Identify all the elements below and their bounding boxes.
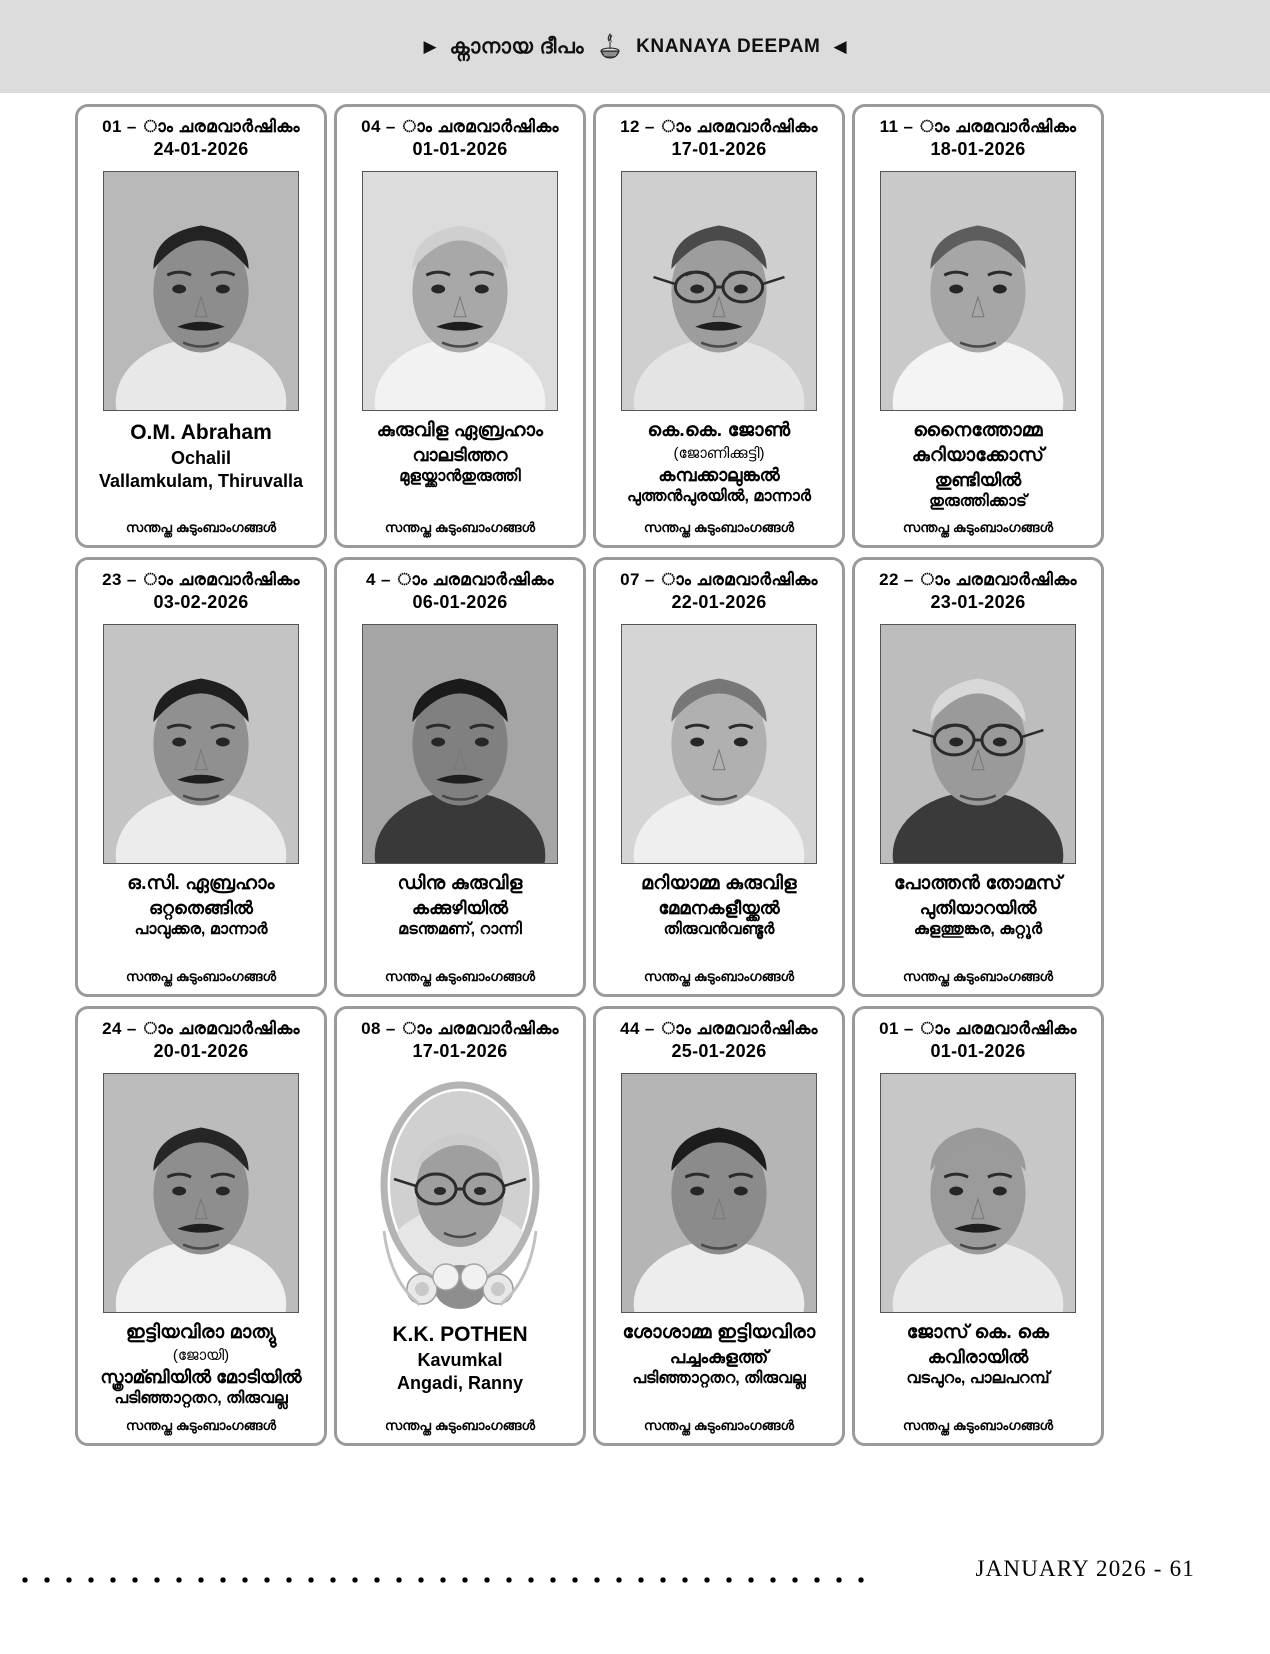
anniversary-heading: 23 – ാം ചരമവാർഷികം xyxy=(102,569,300,589)
portrait-photo xyxy=(880,1073,1076,1313)
deceased-details xyxy=(86,419,316,513)
bereaved-family-line: സന്തപ്ത കുടുംബാംഗങ്ങൾ xyxy=(643,1417,795,1433)
place-name: തിരുവൻവണ്ടൂർ xyxy=(663,921,775,939)
place-name: Vallamkulam, Thiruvalla xyxy=(98,471,304,492)
deceased-name: K.K. POTHEN xyxy=(392,1323,528,1347)
deceased-name: O.M. Abraham xyxy=(130,421,272,445)
deceased-alias: (ജോയി) xyxy=(172,1347,230,1365)
masthead-title-english: KNANAYA DEEPAM xyxy=(636,35,821,57)
house-name: കമ്പക്കാലുങ്കൽ xyxy=(658,464,780,485)
bereaved-family-line: സന്തപ്ത കുടുംബാംഗങ്ങൾ xyxy=(125,1417,277,1433)
place-name: പാവുക്കര, മാന്നാർ xyxy=(134,921,268,939)
deceased-details xyxy=(863,419,1093,513)
page-number-label: JANUARY 2026 - 61 xyxy=(975,1556,1195,1581)
anniversary-heading: 01 – ാം ചരമവാർഷികം xyxy=(879,1018,1077,1038)
house-name: കവിരായിൽ xyxy=(927,1347,1029,1368)
anniversary-heading: 12 – ാം ചരമവാർഷികം xyxy=(620,117,818,136)
memorial-card xyxy=(593,104,845,548)
deceased-details xyxy=(863,872,1093,962)
memorial-date: 17-01-2026 xyxy=(671,139,767,160)
deceased-details xyxy=(863,1321,1093,1411)
portrait-photo xyxy=(103,1073,299,1313)
deceased-name: നെൈത്തോമ്മ കുറിയാക്കോസ് xyxy=(911,420,1045,467)
memorial-date: 23-01-2026 xyxy=(930,592,1026,613)
anniversary-heading: 07 – ാം ചരമവാർഷികം xyxy=(620,569,818,589)
place-name: മുളയ്ക്കാൻതുരുത്തി xyxy=(399,468,521,486)
memorial-card xyxy=(593,557,845,997)
deceased-details xyxy=(345,419,575,513)
anniversary-heading: 44 – ാം ചരമവാർഷികം xyxy=(620,1018,818,1038)
bereaved-family-line: സന്തപ്ത കുടുംബാംഗങ്ങൾ xyxy=(902,519,1054,535)
deceased-name: ശോശാമ്മ ഇട്ടിയവിരാ xyxy=(622,1322,816,1344)
memorial-card xyxy=(334,104,586,548)
bereaved-family-line: സന്തപ്ത കുടുംബാംഗങ്ങൾ xyxy=(384,968,536,984)
place-name: Angadi, Ranny xyxy=(396,1373,523,1394)
house-name: പുതിയാറയിൽ xyxy=(919,898,1037,919)
deceased-name: ഇട്ടിയവിരാ മാത്യു xyxy=(125,1322,277,1344)
place-name: പടിഞ്ഞാറ്റതറ, തിരുവല്ല xyxy=(632,1370,806,1388)
oil-lamp-icon xyxy=(597,32,623,62)
bereaved-family-line: സന്തപ്ത കുടുംബാംഗങ്ങൾ xyxy=(384,1417,536,1433)
portrait-photo xyxy=(362,624,558,864)
bereaved-family-line: സന്തപ്ത കുടുംബാംഗങ്ങൾ xyxy=(125,519,277,535)
deceased-alias: (ജോണിക്കുട്ടി) xyxy=(673,445,765,463)
deceased-name: ജോസ് കെ. കെ xyxy=(906,1322,1050,1344)
memorial-card xyxy=(75,557,327,997)
portrait-photo xyxy=(360,1073,560,1313)
deceased-name: കെ.കെ. ജോൺ xyxy=(647,420,791,442)
memorial-card xyxy=(593,1006,845,1446)
page-masthead xyxy=(0,0,1270,93)
anniversary-heading: 04 – ാം ചരമവാർഷികം xyxy=(361,117,559,136)
bereaved-family-line: സന്തപ്ത കുടുംബാംഗങ്ങൾ xyxy=(643,519,795,535)
memorial-date: 01-01-2026 xyxy=(412,139,508,160)
portrait-photo xyxy=(362,171,558,411)
deceased-details xyxy=(86,872,316,962)
memorial-date: 06-01-2026 xyxy=(412,592,508,613)
anniversary-heading: 24 – ാം ചരമവാർഷികം xyxy=(102,1018,300,1038)
memorial-card xyxy=(75,1006,327,1446)
memorial-card xyxy=(334,1006,586,1446)
house-name: തുണ്ടിയിൽ xyxy=(934,469,1022,490)
portrait-photo xyxy=(880,624,1076,864)
memorial-card-grid xyxy=(0,93,1270,1446)
deceased-name: ഡിനു കുരുവിള xyxy=(397,873,523,895)
memorial-date: 18-01-2026 xyxy=(930,139,1026,160)
portrait-photo xyxy=(621,624,817,864)
house-name: പച്ചംകുളത്ത് xyxy=(669,1347,769,1368)
left-triangle-icon: ▶ xyxy=(423,37,437,56)
bereaved-family-line: സന്തപ്ത കുടുംബാംഗങ്ങൾ xyxy=(902,968,1054,984)
anniversary-heading: 22 – ാം ചരമവാർഷികം xyxy=(879,569,1077,589)
memorial-date: 25-01-2026 xyxy=(671,1041,767,1062)
portrait-photo xyxy=(621,1073,817,1313)
memorial-date: 20-01-2026 xyxy=(153,1041,249,1062)
house-name: ഒറ്റതെങ്ങിൽ xyxy=(149,898,253,919)
house-name: Ochalil xyxy=(170,447,232,468)
deceased-details xyxy=(86,1321,316,1411)
memorial-card xyxy=(75,104,327,548)
portrait-photo xyxy=(880,171,1076,411)
footer-dot-rule xyxy=(14,1576,874,1584)
deceased-details xyxy=(604,872,834,962)
memorial-card xyxy=(852,104,1104,548)
house-name: സ്ത്രാമ്ബിയിൽ മോടിയിൽ xyxy=(100,1366,302,1387)
deceased-details xyxy=(345,872,575,962)
memorial-date: 01-01-2026 xyxy=(930,1041,1026,1062)
place-name: പുത്തൻപുരയിൽ, മാന്നാർ xyxy=(627,487,811,505)
memorial-date: 22-01-2026 xyxy=(671,592,767,613)
house-name: കക്കുഴിയിൽ xyxy=(411,898,509,919)
deceased-details xyxy=(604,419,834,513)
anniversary-heading: 08 – ാം ചരമവാർഷികം xyxy=(361,1018,559,1038)
right-triangle-icon: ◀ xyxy=(833,37,847,56)
deceased-details xyxy=(345,1321,575,1411)
bereaved-family-line: സന്തപ്ത കുടുംബാംഗങ്ങൾ xyxy=(643,968,795,984)
bereaved-family-line: സന്തപ്ത കുടുംബാംഗങ്ങൾ xyxy=(902,1417,1054,1433)
anniversary-heading: 11 – ാം ചരമവാർഷികം xyxy=(879,117,1077,136)
deceased-details xyxy=(604,1321,834,1411)
memorial-date: 17-01-2026 xyxy=(412,1041,508,1062)
anniversary-heading: 01 – ാം ചരമവാർഷികം xyxy=(102,117,300,136)
portrait-photo xyxy=(103,624,299,864)
portrait-photo xyxy=(621,171,817,411)
house-name: മേമനകളീയ്ക്കൽ xyxy=(658,898,780,919)
memorial-card xyxy=(852,557,1104,997)
memorial-card xyxy=(334,557,586,997)
bereaved-family-line: സന്തപ്ത കുടുംബാംഗങ്ങൾ xyxy=(125,968,277,984)
bereaved-family-line: സന്തപ്ത കുടുംബാംഗങ്ങൾ xyxy=(384,519,536,535)
place-name: മടന്തമണ്, റാന്നി xyxy=(398,921,522,939)
anniversary-heading: 4 – ാം ചരമവാർഷികം xyxy=(366,569,554,589)
portrait-photo xyxy=(103,171,299,411)
page-footer xyxy=(0,1534,1270,1654)
deceased-name: ഒ.സി. ഏബ്രഹാം xyxy=(127,873,275,895)
deceased-name: പോത്തൻ തോമസ് xyxy=(894,873,1062,895)
deceased-name: മറിയാമ്മ കുരുവിള xyxy=(641,873,797,895)
place-name: കുളത്തുങ്കര, കുറ്റൂർ xyxy=(913,921,1043,939)
place-name: വടപുറം, പാലപറമ്പ് xyxy=(906,1370,1050,1388)
memorial-card xyxy=(852,1006,1104,1446)
memorial-date: 03-02-2026 xyxy=(153,592,249,613)
house-name: Kavumkal xyxy=(417,1349,503,1370)
place-name: പടിഞ്ഞാറ്റതറ, തിരുവല്ല xyxy=(114,1389,288,1407)
deceased-name: കുരുവിള ഏബ്രഹാം xyxy=(376,420,544,442)
place-name: തുരുത്തിക്കാട് xyxy=(929,493,1027,511)
house-name: വാലടിത്തറ xyxy=(412,445,508,466)
memorial-date: 24-01-2026 xyxy=(153,139,249,160)
masthead-title-malayalam: ക്നാനായ ദീപം xyxy=(449,34,585,58)
